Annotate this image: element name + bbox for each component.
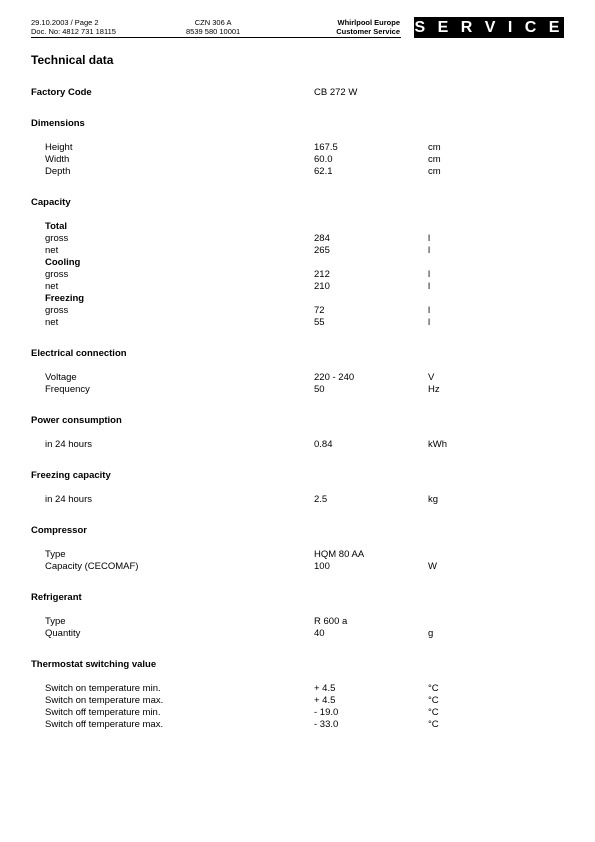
header-number: 8539 580 10001 (186, 27, 241, 36)
section-heading (0, 197, 595, 209)
section-title: Refrigerant (31, 592, 82, 603)
spec-label: in 24 hours (45, 494, 93, 505)
spec-row (0, 683, 595, 695)
spec-unit: cm (428, 166, 441, 177)
spec-label: Capacity (CECOMAF) (45, 561, 139, 572)
spec-label: Switch off temperature max. (45, 719, 164, 730)
spec-value: + 4.5 (314, 695, 336, 706)
spec-value: 210 (314, 281, 330, 292)
section-title: Power consumption (31, 415, 122, 426)
section-spacer (0, 537, 595, 549)
spec-value: R 600 a (314, 616, 348, 627)
spec-row (0, 317, 595, 329)
spec-unit: V (428, 372, 435, 383)
spec-row (0, 616, 595, 628)
spec-label: Cooling (45, 257, 81, 268)
spec-value: 50 (314, 384, 325, 395)
subgroup-heading (0, 293, 595, 305)
spec-value: - 19.0 (314, 707, 339, 718)
spec-value: 167.5 (314, 142, 338, 153)
spec-row (0, 245, 595, 257)
section-title: Factory Code (31, 87, 92, 98)
spec-value: 2.5 (314, 494, 328, 505)
header-right (336, 18, 400, 36)
header-company: Whirlpool Europe (337, 18, 400, 27)
page-title: Technical data (31, 53, 114, 67)
spec-value: 60.0 (314, 154, 333, 165)
section-title: Freezing capacity (31, 470, 111, 481)
header-code: CZN 306 A (194, 18, 232, 27)
section-spacer (0, 482, 595, 494)
section-title: Capacity (31, 197, 71, 208)
spec-row (0, 269, 595, 281)
spec-label: Frequency (45, 384, 90, 395)
spec-unit: l (428, 281, 431, 292)
spec-value: 212 (314, 269, 330, 280)
section-heading (0, 470, 595, 482)
technical-data-list (0, 87, 595, 731)
spec-row (0, 154, 595, 166)
section-spacer (0, 130, 595, 142)
section-heading (0, 118, 595, 130)
spec-label: Quantity (45, 628, 81, 639)
spec-value: 62.1 (314, 166, 333, 177)
section-heading (0, 415, 595, 427)
spec-unit: l (428, 269, 431, 280)
spec-unit: kg (428, 494, 439, 505)
spec-label: Freezing (45, 293, 85, 304)
spec-unit: l (428, 305, 431, 316)
spec-label: net (45, 245, 59, 256)
spec-value: 220 - 240 (314, 372, 355, 383)
section-heading (0, 592, 595, 604)
spec-label: gross (45, 305, 69, 316)
spec-label: Switch off temperature min. (45, 707, 161, 718)
spec-label: net (45, 281, 59, 292)
section-spacer (0, 360, 595, 372)
spec-row (0, 695, 595, 707)
spec-label: Switch on temperature max. (45, 695, 164, 706)
spec-value: 284 (314, 233, 330, 244)
spec-row (0, 561, 595, 573)
page-header (31, 17, 401, 38)
spec-label: net (45, 317, 59, 328)
spec-unit: cm (428, 142, 441, 153)
spec-unit: kWh (428, 439, 447, 450)
spec-unit: W (428, 561, 437, 572)
spec-value: + 4.5 (314, 683, 336, 694)
header-department: Customer Service (336, 27, 400, 36)
header-date-page: 29.10.2003 / Page 2 (31, 18, 99, 27)
section-spacer (0, 604, 595, 616)
spec-row (0, 719, 595, 731)
spec-row (0, 233, 595, 245)
subgroup-heading (0, 221, 595, 233)
spec-value: - 33.0 (314, 719, 339, 730)
header-left (31, 18, 116, 36)
spec-label: Type (45, 616, 66, 627)
section-heading (0, 87, 595, 99)
spec-row (0, 628, 595, 640)
spec-value: 55 (314, 317, 325, 328)
section-title: Dimensions (31, 118, 85, 129)
header-doc-no: Doc. No: 4812 731 18115 (31, 27, 116, 36)
section-title: Compressor (31, 525, 87, 536)
spec-label: Voltage (45, 372, 77, 383)
section-spacer (0, 671, 595, 683)
spec-label: gross (45, 233, 69, 244)
spec-row (0, 281, 595, 293)
spec-row (0, 372, 595, 384)
spec-value: 0.84 (314, 439, 333, 450)
spec-unit: °C (428, 719, 439, 730)
spec-label: in 24 hours (45, 439, 93, 450)
spec-label: Type (45, 549, 66, 560)
spec-label: Switch on temperature min. (45, 683, 161, 694)
spec-label: Total (45, 221, 67, 232)
spec-unit: l (428, 245, 431, 256)
header-center (186, 18, 240, 36)
subgroup-heading (0, 257, 595, 269)
spec-value: 265 (314, 245, 330, 256)
spec-unit: °C (428, 695, 439, 706)
section-heading (0, 659, 595, 671)
spec-row (0, 494, 595, 506)
spec-row (0, 142, 595, 154)
spec-label: Height (45, 142, 73, 153)
spec-unit: cm (428, 154, 441, 165)
section-title: Electrical connection (31, 348, 127, 359)
spec-row (0, 384, 595, 396)
spec-unit: Hz (428, 384, 440, 395)
spec-row (0, 305, 595, 317)
section-spacer (0, 427, 595, 439)
section-heading (0, 348, 595, 360)
section-heading (0, 525, 595, 537)
spec-label: gross (45, 269, 69, 280)
spec-label: Depth (45, 166, 71, 177)
spec-value: HQM 80 AA (314, 549, 365, 560)
spec-unit: °C (428, 683, 439, 694)
spec-unit: l (428, 233, 431, 244)
spec-row (0, 439, 595, 451)
spec-unit: °C (428, 707, 439, 718)
spec-unit: l (428, 317, 431, 328)
spec-value: 72 (314, 305, 325, 316)
spec-row (0, 166, 595, 178)
spec-unit: g (428, 628, 434, 639)
spec-value: 100 (314, 561, 330, 572)
section-value: CB 272 W (314, 87, 358, 98)
spec-label: Width (45, 154, 70, 165)
service-badge: S E R V I C E (414, 19, 564, 36)
spec-value: 40 (314, 628, 325, 639)
section-spacer (0, 209, 595, 221)
section-title: Thermostat switching value (31, 659, 157, 670)
spec-row (0, 549, 595, 561)
spec-row (0, 707, 595, 719)
